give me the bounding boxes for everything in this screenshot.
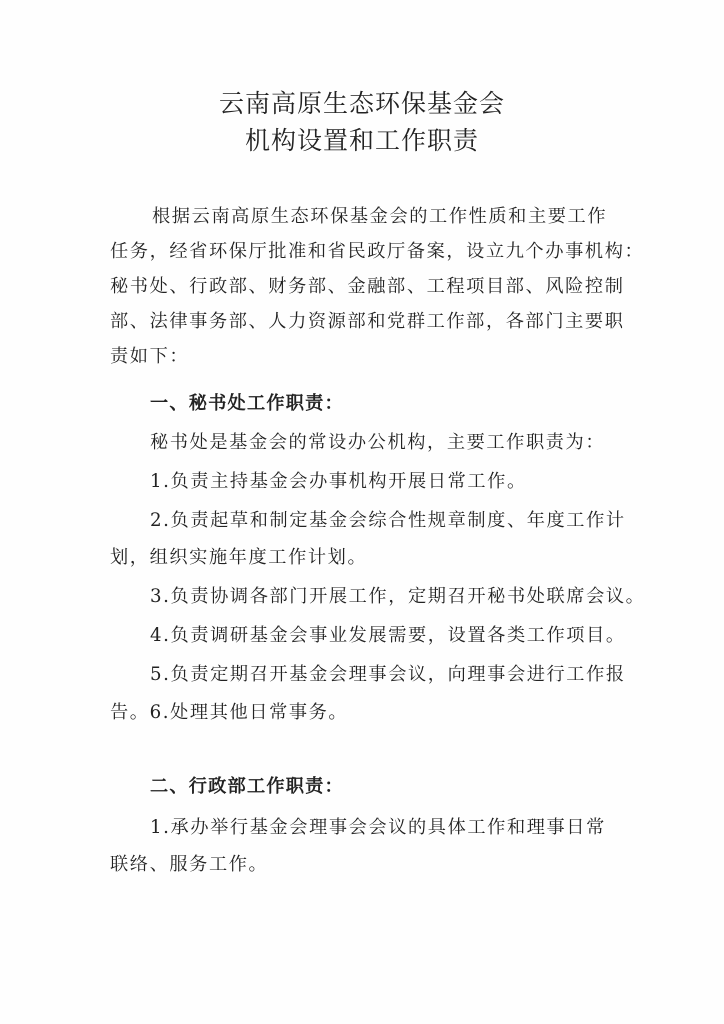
section1-line-3: 2.负责起草和制定基金会综合性规章制度、年度工作计: [150, 510, 626, 531]
section1-line-5: 3.负责协调各部门开展工作，定期召开秘书处联席会议。: [150, 586, 646, 607]
intro-line-1: 根据云南高原生态环保基金会的工作性质和主要工作: [152, 206, 608, 227]
section1-line-4: 划，组织实施年度工作计划。: [110, 547, 368, 568]
section1-line-6: 4.负责调研基金会事业发展需要，设置各类工作项目。: [150, 625, 626, 646]
section1-line-7: 5.负责定期召开基金会理事会议，向理事会进行工作报: [150, 664, 626, 685]
section2-line-1: 1.承办举行基金会理事会会议的具体工作和理事日常: [150, 817, 606, 838]
section1-line-8: 告。6.处理其他日常事务。: [110, 702, 349, 723]
document-title-line2: 机构设置和工作职责: [244, 126, 479, 155]
section1-line-1: 秘书处是基金会的常设办公机构，主要工作职责为：: [150, 432, 606, 453]
section1-line-2: 1.负责主持基金会办事机构开展日常工作。: [150, 471, 527, 492]
intro-line-4: 部、法律事务部、人力资源部和党群工作部，各部门主要职: [110, 311, 625, 332]
document-title-line1: 云南高原生态环保基金会: [218, 89, 505, 118]
intro-line-3: 秘书处、行政部、财务部、金融部、工程项目部、风险控制: [110, 276, 625, 297]
intro-line-2: 任务，经省环保厅批准和省民政厅备案，设立九个办事机构：: [110, 241, 645, 262]
intro-line-5: 责如下：: [110, 346, 190, 367]
section2-line-2: 联络、服务工作。: [110, 854, 269, 875]
section2-heading: 二、行政部工作职责：: [150, 776, 344, 797]
section1-heading: 一、秘书处工作职责：: [150, 393, 344, 414]
